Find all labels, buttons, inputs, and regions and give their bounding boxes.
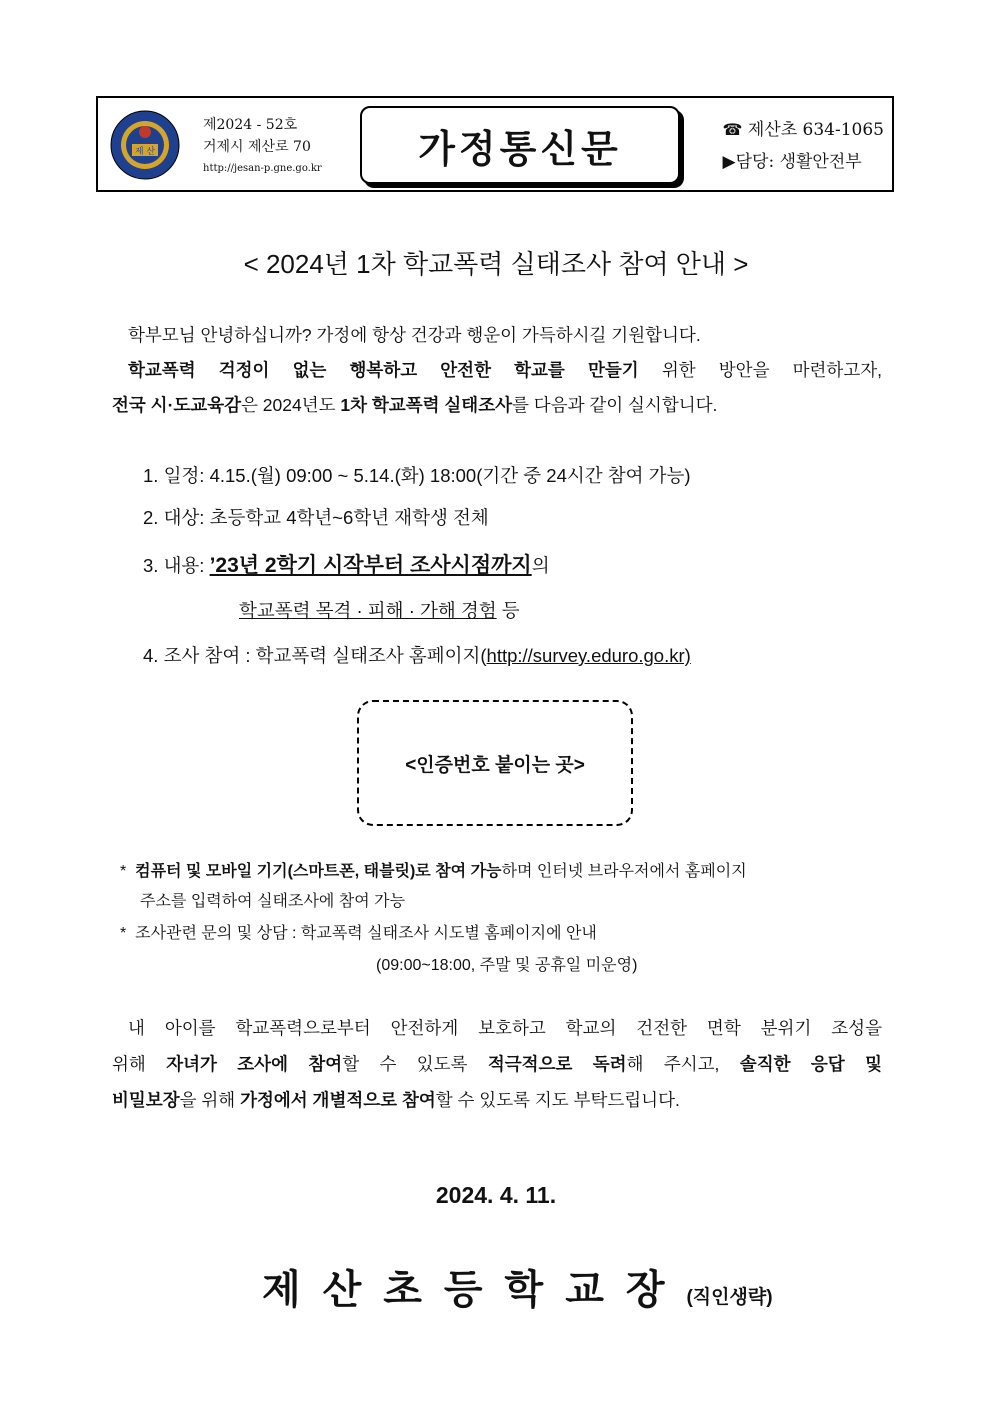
- list-item-content-line2: 학교폭력 목격 · 피해 · 가해 경험 등: [239, 600, 520, 621]
- school-url[interactable]: http://jesan-p.gne.go.kr: [203, 163, 322, 174]
- signature-line: [262, 1258, 773, 1315]
- principal-title: 제산초등학교장: [262, 1268, 687, 1312]
- phone-number: 제산초 634-1065: [747, 120, 884, 140]
- contact-info: [723, 114, 884, 178]
- letterhead: [96, 96, 894, 192]
- note-1: * 컴퓨터 및 모바일 기기(스마트폰, 태블릿)로 참여 가능하며 인터넷 브라우저에서 홈페이지: [120, 863, 747, 880]
- phone-icon: ☎: [722, 120, 743, 139]
- newsletter-title: 가정통신문: [418, 125, 622, 171]
- note-2: * 조사관련 문의 및 상담 : 학교폭력 실태조사 시도별 홈페이지에 안내: [120, 925, 597, 942]
- newsletter-title-box: [360, 106, 680, 184]
- intro-line-2: 학교폭력 걱정이 없는 행복하고 안전한 학교를 만들기 위한 방안을 마련하고자,: [128, 360, 882, 380]
- school-address: 거제시 제산로 70: [203, 139, 311, 155]
- intro-paragraph: [112, 318, 882, 423]
- closing-line-3: 비밀보장을 위해 가정에서 개별적으로 참여할 수 있도록 지도 부탁드립니다.: [112, 1090, 680, 1110]
- arrow-icon: ▶: [722, 152, 736, 172]
- logo-text: 제 산: [134, 147, 156, 157]
- department: 담당: 생활안전부: [735, 152, 862, 172]
- intro-line-1: 학부모님 안녕하십니까? 가정에 항상 건강과 행운이 가득하시길 기원합니다.: [128, 325, 701, 345]
- note-2-line2: (09:00~18:00, 주말 및 공휴일 미운영): [376, 957, 638, 974]
- intro-line-3: 전국 시·도교육감은 2024년도 1차 학교폭력 실태조사를 다음과 같이 실시합니다.: [112, 395, 718, 415]
- issue-meta: [203, 114, 322, 180]
- list-item-target: 2. 대상: 초등학교 4학년~6학년 재학생 전체: [143, 507, 489, 528]
- list-item-participation: 4. 조사 참여 : 학교폭력 실태조사 홈페이지(http://survey.eduro.go.kr): [143, 645, 691, 666]
- survey-link[interactable]: http://survey.eduro.go.kr): [486, 645, 691, 666]
- closing-paragraph: [112, 1010, 882, 1118]
- issue-date: 2024. 4. 11.: [435, 1182, 557, 1208]
- closing-line-2: 위해 자녀가 조사에 참여할 수 있도록 적극적으로 독려해 주시고, 솔직한 응답 및: [112, 1054, 882, 1074]
- closing-line-1: 내 아이를 학교폭력으로부터 안전하게 보호하고 학교의 건전한 면학 분위기 조성을: [128, 1018, 882, 1038]
- issue-number: 제2024 - 52호: [203, 117, 298, 133]
- seal-note: (직인생략): [686, 1287, 773, 1308]
- auth-code-box: <인증번호 붙이는 곳>: [357, 700, 633, 826]
- page-title: < 2024년 1차 학교폭력 실태조사 참여 안내 >: [243, 249, 749, 279]
- note-1-line2: 주소를 입력하여 실태조사에 참여 가능: [140, 893, 406, 910]
- school-emblem-icon: [110, 110, 180, 180]
- list-item-schedule: 1. 일정: 4.15.(월) 09:00 ~ 5.14.(화) 18:00(기간 중 24시간 참여 가능): [143, 465, 691, 486]
- list-item-content: 3. 내용: ’23년 2학기 시작부터 조사시점까지의: [143, 554, 550, 577]
